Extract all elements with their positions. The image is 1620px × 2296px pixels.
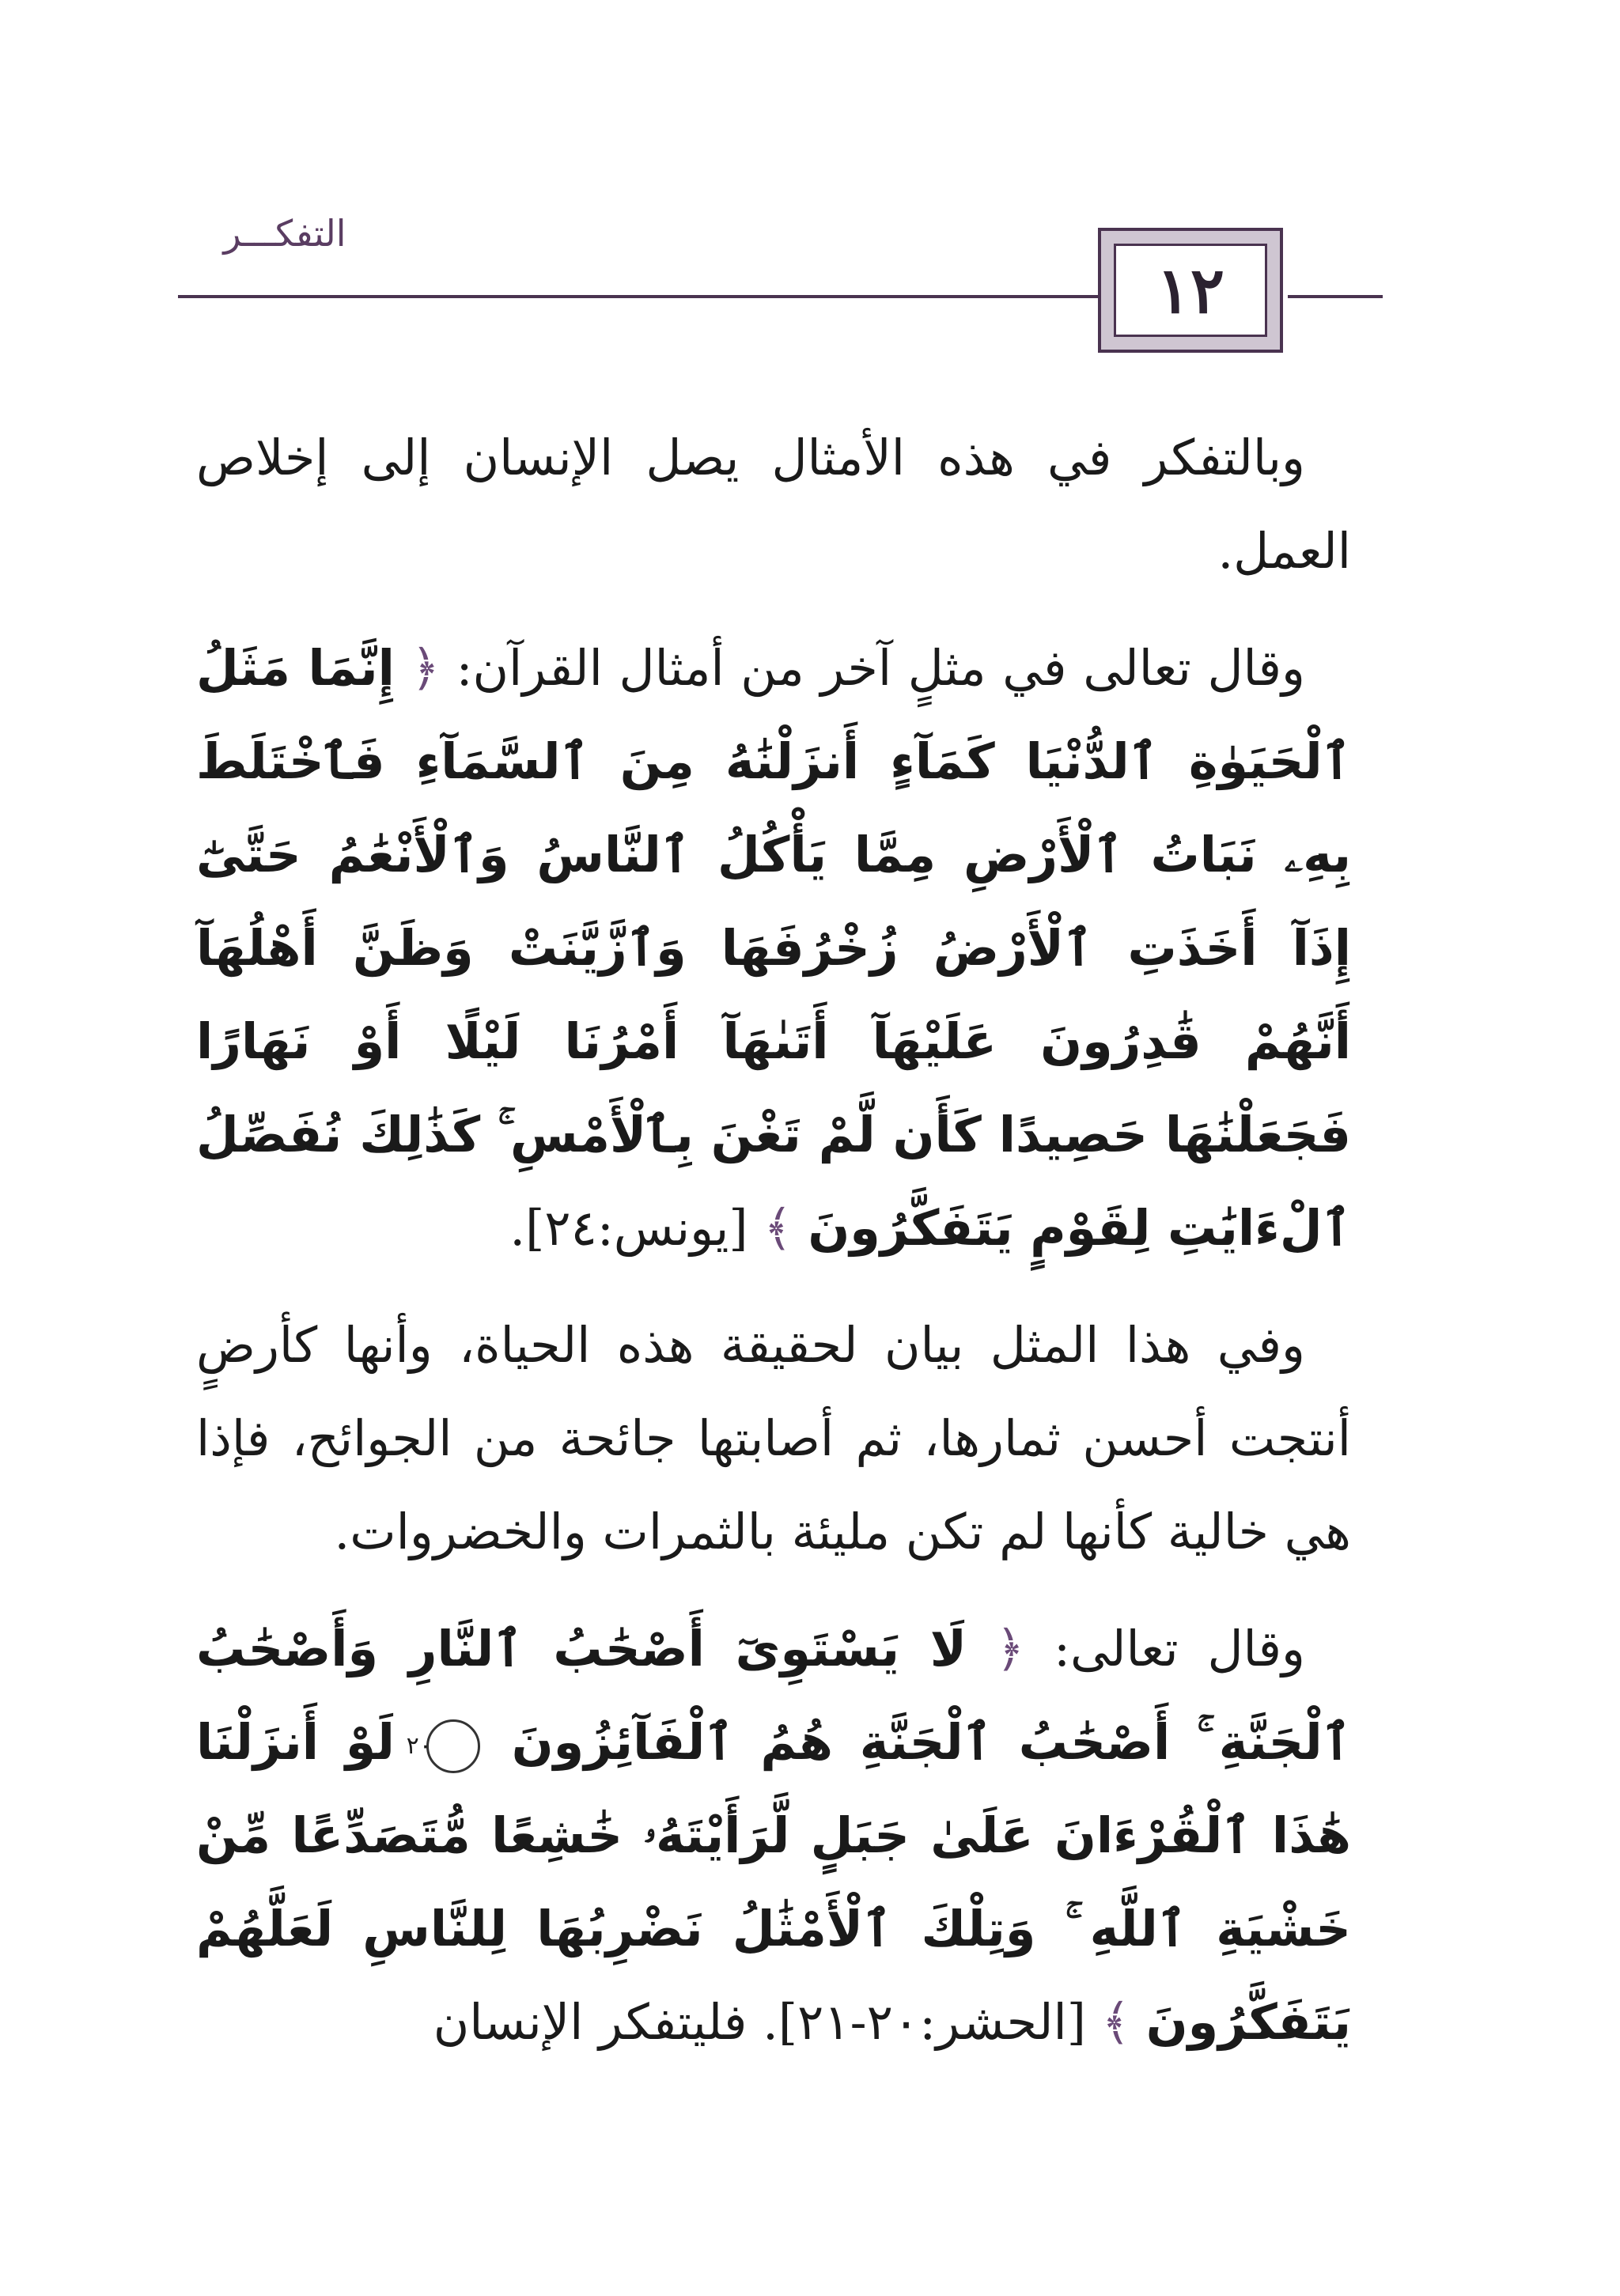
page-number: ١٢ xyxy=(1156,253,1224,327)
close-quran-bracket: ﴾ xyxy=(1101,1993,1130,2051)
paragraph-3 xyxy=(196,1299,1351,1579)
paragraph-4 xyxy=(196,1602,1351,2069)
paragraph-2 xyxy=(196,622,1351,1275)
header-rule-right xyxy=(1288,295,1383,298)
header-rule-left xyxy=(178,295,1111,298)
quran-verse-part-2: لَوْ أَنزَلْنَا هَٰذَا ٱلْقُرْءَانَ عَلَىٰ جَبَلٍ لَّرَأَيْتَهُۥ خَٰشِعًا مُّتَصَدِّعًا مِّنْ خَشْيَةِ ٱللَّهِ ۚ وَتِلْكَ ٱلْأَمْثَٰلُ نَضْرِبُهَا لِلنَّاسِ لَعَلَّهُمْ يَتَفَكَّرُونَ xyxy=(196,1713,1351,2051)
quran-verse: إِنَّمَا مَثَلُ ٱلْحَيَوٰةِ ٱلدُّنْيَا كَمَآءٍ أَنزَلْنَٰهُ مِنَ ٱلسَّمَآءِ فَٱخْتَلَطَ بِهِۦ نَبَاتُ ٱلْأَرْضِ مِمَّا يَأْكُلُ ٱلنَّاسُ وَٱلْأَنْعَٰمُ حَتَّىٰٓ إِذَآ أَخَذَتِ ٱلْأَرْضُ زُخْرُفَهَا وَٱزَّيَّنَتْ وَظَنَّ أَهْلُهَآ أَنَّهُمْ قَٰدِرُونَ عَلَيْهَآ أَتَىٰهَآ أَمْرُنَا لَيْلًا أَوْ نَهَارًا فَجَعَلْنَٰهَا حَصِيدًا كَأَن لَّمْ تَغْنَ بِٱلْأَمْسِ ۚ كَذَٰلِكَ نُفَصِّلُ ٱلْءَايَٰتِ لِقَوْمٍ يَتَفَكَّرُونَ xyxy=(196,639,1351,1257)
running-title: التفكـــر xyxy=(223,212,346,255)
paragraph-1 xyxy=(196,411,1351,598)
page-number-frame xyxy=(1098,228,1283,353)
page-header xyxy=(0,0,1620,380)
paragraph-intro: وقال تعالى: xyxy=(1054,1620,1305,1678)
close-quran-bracket: ﴾ xyxy=(763,1199,793,1257)
page-number-box xyxy=(1114,244,1267,337)
verse-reference: [يونس:٢٤]. xyxy=(509,1199,748,1257)
open-quran-bracket: ﴿ xyxy=(411,639,440,697)
paragraph-tail: فليتفكر الإنسان xyxy=(433,1993,748,2051)
paragraph-intro: وقال تعالى في مثلٍ آخر من أمثال القرآن: xyxy=(456,639,1305,697)
open-quran-bracket: ﴿ xyxy=(995,1620,1025,1678)
verse-number-marker: ٢٠ xyxy=(426,1719,480,1773)
paragraph-text: وفي هذا المثل بيان لحقيقة هذه الحياة، وأنها كأرضٍ أنتجت أحسن ثمارها، ثم أصابتها جائحة من الجوائح، فإذا هي خالية كأنها لم تكن مليئة بالثمرات والخضروات. xyxy=(196,1316,1351,1560)
quran-verse-part-1: لَا يَسْتَوِىٓ أَصْحَٰبُ ٱلنَّارِ وَأَصْحَٰبُ ٱلْجَنَّةِ ۚ أَصْحَٰبُ ٱلْجَنَّةِ هُمُ ٱلْفَآئِزُونَ xyxy=(196,1620,1351,1771)
paragraph-text: وبالتفكر في هذه الأمثال يصل الإنسان إلى إخلاص العمل. xyxy=(196,429,1351,580)
page-body xyxy=(196,411,1351,2093)
verse-reference: [الحشر:٢٠-٢١]. xyxy=(763,1993,1086,2051)
